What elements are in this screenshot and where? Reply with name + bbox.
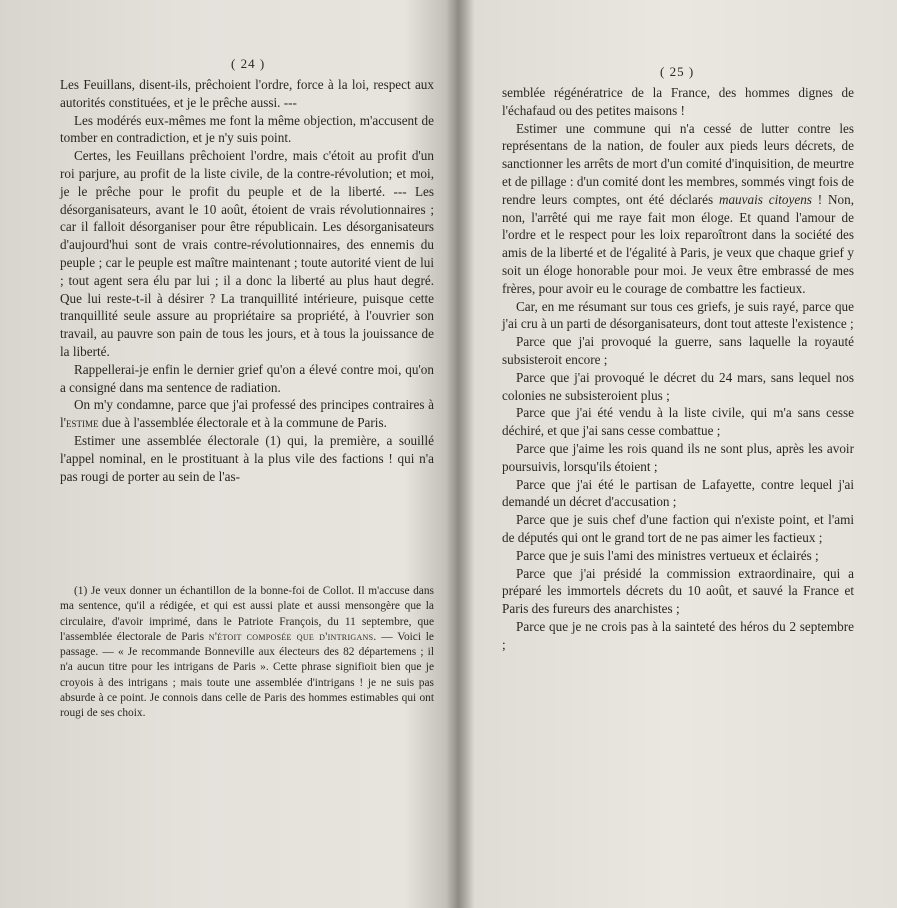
footnote-text: [60, 584, 434, 722]
paragraph-text: due à l'assemblée électorale et à la commune de Paris.: [98, 415, 387, 431]
paragraph: [502, 120, 854, 298]
paragraph: Parce que j'ai été le partisan de Lafayette, contre lequel j'ai demandé un décret d'accusation ;: [502, 476, 854, 510]
paragraph: semblée régénératrice de la France, des hommes dignes de l'échafaud ou des petites maisons !: [502, 85, 854, 118]
paragraph: Parce que je suis l'ami des ministres vertueux et éclairés ;: [516, 547, 819, 563]
footnote-part: — Voici le passage. — « Je recommande Bonneville aux électeurs des 82 départemens ; il n'a aucun titre pour les intrigans de Paris ». Cette phrase signifioit bien que je croyois à des intrigans ; mais toute une assemblée d'intrigans ! je ne suis pas absurde à ce point. Je connois dans celle de Paris des hommes estimables qui ont rougi de ses choix.: [60, 630, 434, 720]
paragraph: Estimer une assemblée électorale (1) qui, la première, a souillé l'appel nominal, en le prostituant à la plus vile des factions ! qui n'a pas rougi de porter au sein de l'as-: [60, 432, 434, 484]
paragraph: Parce que j'ai présidé la commission extraordinaire, qui a préparé les immortels décrets du 10 août, et sauvé la France et Paris des fureurs des anarchistes ;: [502, 565, 854, 617]
paragraph-text: Estimer une commune qui n'a cessé de lutter contre les représentans de la nation, de fouler aux pieds leurs décrets, de sanctionner les arrêts de mort d'un comité d'inquisition, de meurtre et de pillage : d'un comité dont les membres, sommés vingt fois de rendre leurs comptes, ont été déclarés: [502, 120, 854, 207]
paragraph: Rappellerai-je enfin le dernier grief qu'on a élevé contre moi, qu'on a consigné dans ma sentence de radiation.: [60, 361, 434, 395]
paragraph: Parce que j'ai provoqué la guerre, sans laquelle la royauté subsisteroit encore ;: [502, 334, 854, 367]
footnote: [60, 584, 434, 722]
page-number-left: ( 24 ): [231, 56, 266, 71]
paragraph-text: ! Non, non, l'arrêté qui me raye fait mon éloge. Et quand l'amour de l'ordre et le respect pour les loix reparoîtront dans la société des amis de la liberté et de l'égalité à Paris, je veux que chaque grief y soit un éloge honorable pour moi. Je veux être embrassé de mes frères, pour avoir eu le courage de combattre les factieux.: [502, 191, 854, 296]
paragraph: Parce que j'aime les rois quand ils ne sont plus, après les avoir poursuivis, lorsqu'ils étoient ;: [502, 440, 854, 474]
paragraph: Parce que je ne crois pas à la sainteté des héros du 2 septembre ;: [502, 618, 854, 652]
right-page-body: [502, 84, 854, 654]
paragraph: Parce que je suis chef d'une faction qui n'existe point, et l'ami de députés qui ont le grand tort de ne pas aimer les factieux ;: [502, 512, 854, 545]
footnote-part: (1) Je veux donner un échantillon de la bonne-foi de Collot. Il m'accuse dans ma sentence, qu'il a rédigée, et qui est aussi plate et aussi mensongère que la circulaire, d'avoir imprimé, dans le Patriote François, du 11 septembre, que l'assemblée électorale de Paris: [60, 585, 434, 643]
paragraph: Car, en me résumant sur tous ces griefs, je suis rayé, parce que j'ai cru à un parti de désorganisateurs, dont tout atteste l'existence ;: [502, 298, 854, 332]
page-number-right: ( 25 ): [660, 64, 695, 79]
italic-phrase: mauvais citoyens: [718, 191, 812, 207]
right-page: [470, 0, 897, 908]
small-caps-word: estime: [66, 415, 99, 431]
footnote-caps: n'étoit composée que d'intrigans.: [208, 630, 377, 643]
paragraph: Les modérés eux-mêmes me font la même objection, m'accusent de tomber en contradiction, et je n'y suis point.: [60, 112, 434, 146]
paragraph: [60, 396, 434, 432]
paragraph: Certes, les Feuillans prêchoient l'ordre, mais c'étoit au profit d'un roi parjure, au profit de la liste civile, de la contre-révolution; et moi, je le prêche pour le profit du peuple et de la liberté. --- Les désorganisateurs, avant le 10 août, étoient de vrais révolutionnaires ; car il falloit désorganiser pour être républicain. Les désorganisateurs d'aujourd'hui sont de vrais contre-révolutionnaires, des ennemis du peuple ; car le peuple est maître maintenant ; toute autorité vient de lui ; tout agent sera élu par lui ; il a donc la liberté au plus haut degré. Que lui reste-t-il à désirer ? La tranquillité intérieure, puisque cette tranquillité seule assure au propriétaire sa propriété, à l'ouvrier son travail, au pauvre son pain de tous les jours, et à tous la jouissance de la liberté.: [60, 148, 434, 359]
paragraph-text: On m'y condamne, parce que j'ai professé des principes contraires à l': [60, 397, 434, 431]
paragraph: Parce que j'ai provoqué le décret du 24 mars, sans lequel nos colonies ne subsisteroient plus ;: [502, 369, 854, 403]
left-page-body: [60, 76, 434, 485]
paragraph: Les Feuillans, disent-ils, prêchoient l'ordre, force à la loi, respect aux autorités constituées, et je le prêche aussi. ---: [60, 77, 434, 110]
paragraph: Parce que j'ai été vendu à la liste civile, qui m'a sans cesse déchiré, et que j'ai sans cesse combattue ;: [502, 405, 854, 439]
